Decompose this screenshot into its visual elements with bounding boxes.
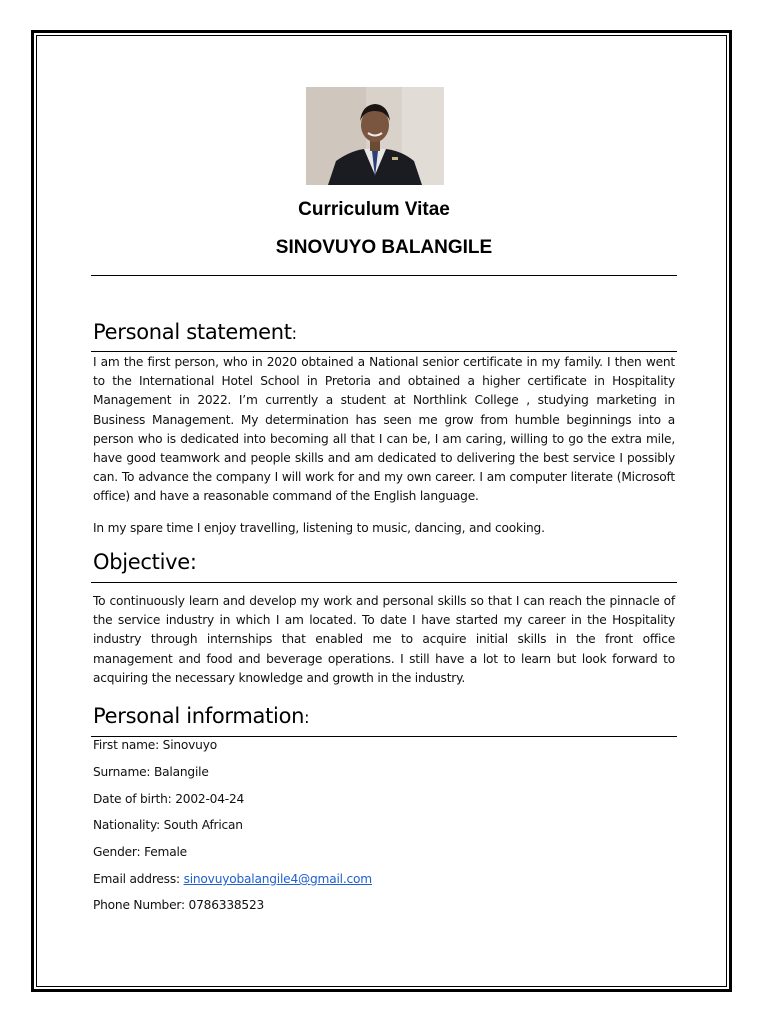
document-title: Curriculum Vitae [298, 199, 450, 220]
profile-photo [306, 87, 444, 185]
personal-information-heading [93, 704, 677, 728]
personal-statement-paragraph: I am the first person, who in 2020 obtained a National senior certificate in my family. I then went to the International Hotel School in Pretoria and obtained a higher certificate in Hospitality Management in 2022. I’m currently a student at Northlink College , studying marketing in Business Management. My determination has seen me grow from humble beginnings into a person who is dedicated into becoming all that I can be, I am caring, willing to go the extra mile, have good teamwork and people skills and am dedicated to delivering the best service I possibly can. To advance the company I will work for and my own career. I am computer literate (Microsoft office) and have a reasonable command of the English language. [93, 355, 675, 504]
personal-statement-heading [93, 320, 677, 344]
personal-statement-heading-text: Personal statement [93, 320, 292, 344]
personal-information-heading-colon: : [304, 708, 310, 727]
gender-line: Gender: Female [93, 845, 187, 859]
candidate-name: SINOVUYO BALANGILE [275, 237, 493, 258]
objective-divider [91, 582, 677, 583]
phone-line: Phone Number: 0786338523 [93, 898, 265, 912]
objective-paragraph: To continuously learn and develop my work and personal skills so that I can reach the pinnacle of the service industry in which I am located. To date I have started my career in the Hospitality industry through internships that enabled me to acquire initial skills in the front office management and food and beverage operations. I still have a lot to learn but look forward to acquiring the necessary knowledge and growth in the industry. [93, 594, 675, 685]
email-line [93, 872, 372, 886]
surname-line: Surname: Balangile [93, 765, 209, 779]
personal-information-heading-text: Personal information [93, 704, 305, 728]
email-label: Email address: [93, 872, 184, 886]
first-name-line: First name: Sinovuyo [93, 738, 217, 752]
hobbies-paragraph: In my spare time I enjoy travelling, listening to music, dancing, and cooking. [93, 521, 545, 535]
personal-statement-divider [91, 351, 677, 352]
email-link[interactable]: sinovuyobalangile4@gmail.com [183, 872, 372, 886]
header-divider [91, 275, 677, 276]
objective-heading: Objective: [93, 550, 197, 574]
date-of-birth-line: Date of birth: 2002-04-24 [93, 792, 245, 806]
nationality-line: Nationality: South African [93, 818, 243, 832]
personal-statement-heading-colon: : [291, 324, 297, 343]
personal-information-divider [91, 736, 677, 737]
